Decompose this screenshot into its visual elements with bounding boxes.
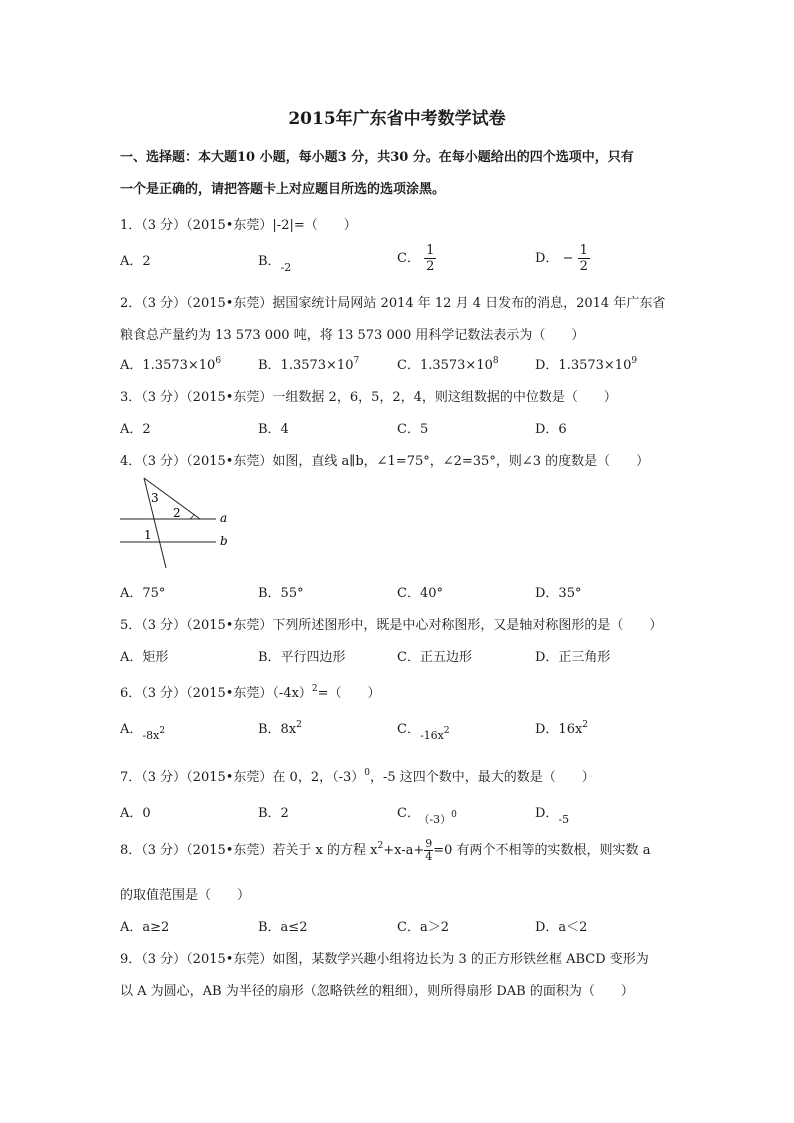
q4-option-a: A．75° bbox=[120, 586, 166, 601]
q3-option-d: D．6 bbox=[535, 422, 567, 437]
q1-option-b-label: B． bbox=[258, 254, 281, 269]
question-2-stem-line1: 2．（3 分）（2015•东莞）据国家统计局网站 2014 年 12 月 4 日发布的消息，2014 年广东省 bbox=[120, 296, 666, 311]
label-b: b bbox=[220, 534, 228, 548]
question-5-stem: 5．（3 分）（2015•东莞）下列所述图形中，既是中心对称图形，又是轴对称图形的是（ ） bbox=[120, 618, 663, 633]
q7-option-c: C． $_{(-3)^0}$ bbox=[397, 806, 457, 826]
q5-option-a: A．矩形 bbox=[120, 650, 169, 665]
angle-label-3: 3 bbox=[151, 491, 159, 505]
q3-option-c: C．5 bbox=[397, 422, 429, 437]
question-7-stem: 7．（3 分）（2015•东莞）在 0，2，$(-3)^0$，-5 这四个数中，最大的数是（ ） bbox=[120, 768, 595, 785]
q5-option-c: C．正五边形 bbox=[397, 650, 472, 665]
q8-fraction: $\frac{9}{4}$ bbox=[425, 837, 433, 863]
page-title: 2015年广东省中考数学试卷 bbox=[288, 109, 506, 129]
q1-option-d-label: D． bbox=[535, 251, 559, 266]
q1-d-sign: − bbox=[562, 251, 574, 266]
q2-option-d: D．$1.3573\times 10^9$ bbox=[535, 356, 638, 373]
q1-d-numerator: 1 bbox=[579, 243, 588, 258]
question-4-stem: 4．（3 分）（2015•东莞）如图，直线 a∥b，∠1=75°，∠2=35°，则∠3 的度数是（ ） bbox=[120, 454, 650, 469]
label-a: a bbox=[220, 511, 228, 525]
q4-option-c: C．40° bbox=[397, 586, 443, 601]
q8-option-c: C．a＞2 bbox=[397, 920, 449, 935]
q5-option-d: D．正三角形 bbox=[535, 650, 611, 665]
q1-c-denominator: 2 bbox=[426, 259, 435, 274]
section-instructions-line1: 一、选择题：本大题10 小题，每小题3 分，共30 分。在每小题给出的四个选项中，只有 bbox=[120, 150, 634, 165]
q5-option-b: B．平行四边形 bbox=[258, 650, 346, 665]
question-9-stem-line2: 以 A 为圆心，AB 为半径的扇形（忽略铁丝的粗细），则所得扇形 DAB 的面积为（ ） bbox=[120, 984, 634, 999]
q7-option-d: D．$_{-5}$ bbox=[535, 806, 570, 826]
q1-option-b bbox=[258, 250, 292, 274]
q8-option-d: D．a＜2 bbox=[535, 920, 588, 935]
q1-option-c-label: C． bbox=[397, 251, 420, 266]
q2-option-b: B．$1.3573\times 10^7$ bbox=[258, 356, 360, 373]
q4-parallel-lines-figure bbox=[116, 474, 246, 572]
q6-option-d: D．$16x^2$ bbox=[535, 720, 589, 737]
q4-option-b: B．55° bbox=[258, 586, 304, 601]
q6-option-b: B．$8x^2$ bbox=[258, 720, 302, 737]
q2-option-a: A．$1.3573\times 10^6$ bbox=[120, 356, 222, 373]
angle-label-1: 1 bbox=[144, 528, 152, 542]
question-9-stem-line1: 9．（3 分）（2015•东莞）如图，某数学兴趣小组将边长为 3 的正方形铁丝框 ABCD 变形为 bbox=[120, 952, 649, 967]
q8-option-b: B．a≤2 bbox=[258, 920, 308, 935]
q4-option-d: D．35° bbox=[535, 586, 582, 601]
q3-option-a: A．2 bbox=[120, 422, 151, 437]
q1-option-d bbox=[535, 243, 590, 274]
q1-option-c-fraction bbox=[424, 243, 436, 274]
q1-option-d-fraction bbox=[578, 243, 590, 274]
question-1-stem: 1．（3 分）（2015•东莞）|-2|=（ ） bbox=[120, 218, 357, 233]
q1-d-denominator: 2 bbox=[579, 259, 588, 274]
q1-option-a: A．2 bbox=[120, 254, 151, 269]
q3-option-b: B．4 bbox=[258, 422, 289, 437]
q1-option-c bbox=[397, 243, 436, 274]
q6-option-c: C．$_{-16x^2}$ bbox=[397, 722, 450, 742]
q2-option-c: C．$1.3573\times 10^8$ bbox=[397, 356, 499, 373]
question-3-stem: 3．（3 分）（2015•东莞）一组数据 2，6，5，2，4，则这组数据的中位数是（ ） bbox=[120, 390, 617, 405]
question-2-stem-line2: 粮食总产量约为 13 573 000 吨，将 13 573 000 用科学记数法表示为（ ） bbox=[120, 328, 585, 343]
q1-c-numerator: 1 bbox=[426, 243, 435, 258]
q1-option-b-value: -2 bbox=[280, 261, 292, 274]
q7-option-a: A．0 bbox=[120, 806, 151, 821]
angle-label-2: 2 bbox=[173, 506, 181, 520]
section-instructions-line2: 一个是正确的，请把答题卡上对应题目所选的选项涂黑。 bbox=[120, 182, 446, 197]
question-8-stem-line2: 的取值范围是（ ） bbox=[120, 888, 251, 903]
angle-2-arc bbox=[190, 514, 194, 519]
question-8-stem-line1: 8．（3 分）（2015•东莞）若关于 x 的方程 $x^2+x-a+$ $\frac{9}{4}$ =0 有两个不相等的实数根，则实数 a bbox=[120, 837, 651, 863]
question-6-stem: 6．（3 分）（2015•东莞）$(-4x)^2=$（ ） bbox=[120, 684, 381, 701]
q7-option-b: B．2 bbox=[258, 806, 289, 821]
q8-option-a: A．a≥2 bbox=[120, 920, 170, 935]
q6-option-a: A．$_{-8x^2}$ bbox=[120, 722, 166, 742]
